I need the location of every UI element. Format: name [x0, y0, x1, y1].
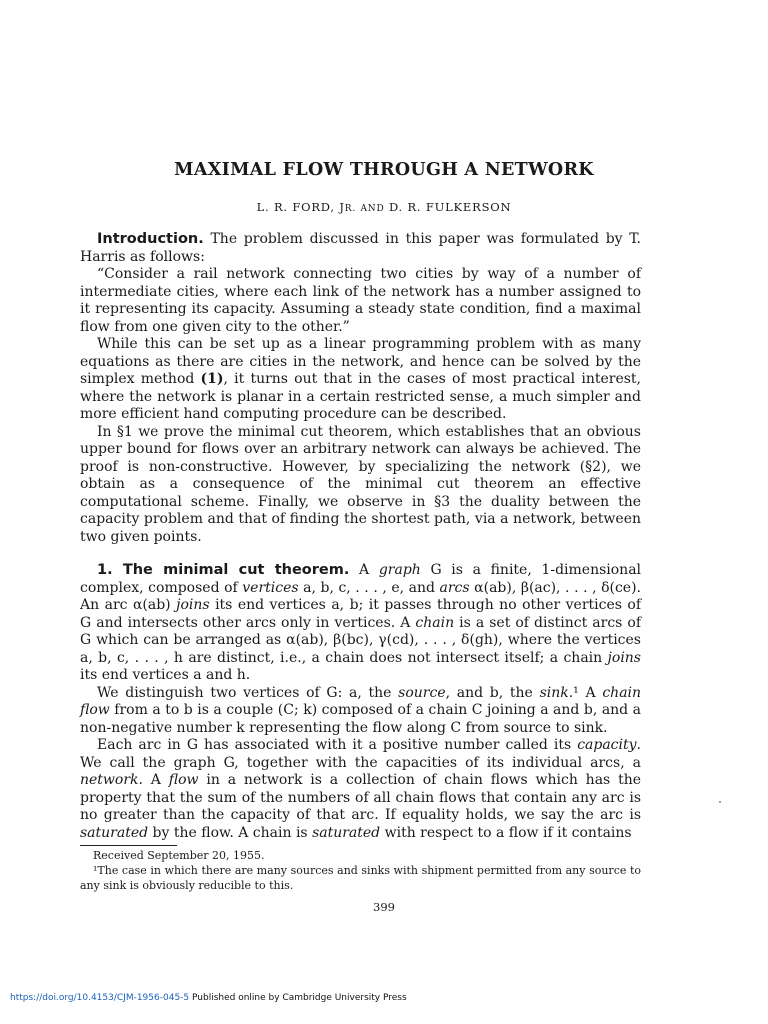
doi-footer [10, 993, 407, 1003]
page-number: 399 [373, 900, 395, 914]
author-line [0, 200, 768, 214]
section1-paragraph-3: Each arc in G has associated with it a positive number called its capacity. We call the graph G, together with the capacities of its individual arcs, a network. A flow in a network is a collection of chain flows which has the property that the sum of the numbers of all chain flows that contain any arc is no greater than the capacity of that arc. If equality holds, we say the arc is saturated by the flow. A chain is saturated with respect to a flow if it contains [80, 737, 642, 841]
footnotes [80, 848, 641, 893]
author-conjunction: AND [360, 204, 385, 214]
body-text [80, 231, 641, 842]
doi-link[interactable]: https://doi.org/10.4153/CJM-1956-045-5 [10, 993, 190, 1003]
reference-1: (1) [200, 371, 224, 387]
author-1-suffix: R. [344, 204, 356, 214]
footnote-1: ¹The case in which there are many sources and sinks with shipment permitted from any source to any sink is obviously reducible to this. [80, 864, 641, 892]
intro-text-1: The problem discussed in this paper was formulated by T. Harris as follows: [80, 231, 642, 265]
harris-quote: “Consider a rail network connecting two cities by way of a number of intermediate cities, where each link of the network has a number assigned to it representing its capacity. Assuming a steady state condition, find a maximal flow from one given city to the other.” [80, 266, 641, 335]
author-1: L. R. FORD, J [256, 200, 345, 214]
intro-paragraph-3: In §1 we prove the minimal cut theorem, which establishes that an obvious upper bound for flows over an arbitrary network can always be achieved. The proof is non-constructive. However, by specializing the network (§2), we obtain as a consequence of the minimal cut theorem an effective computational scheme. Finally, we observe in §3 the duality between the capacity problem and that of finding the shortest path, via a network, between two given points. [80, 423, 641, 545]
intro-paragraph-2: While this can be set up as a linear programming problem with as many equations as there are cities in the network, and hence can be solved by the simplex method (1), it turns out that in the cases of most practical interest, where the network is planar in a certain restricted sense, a much simpler and more efficient hand computing procedure can be described. [80, 336, 641, 422]
section1-heading: 1. The minimal cut theorem. [97, 562, 350, 578]
footnote-rule [80, 845, 177, 846]
paper-title: MAXIMAL FLOW THROUGH A NETWORK [174, 160, 594, 180]
received-date: Received September 20, 1955. [93, 849, 265, 862]
author-2: D. R. FULKERSON [388, 200, 512, 214]
section1-paragraph-1: 1. The minimal cut theorem. A graph G is a finite, 1-dimensional complex, composed of vertices a, b, c, . . . , e, and arcs α(ab), β(ac), . . . , δ(ce). An arc α(ab) joins its end vertices a, b; it passes through no other vertices of G and intersects other arcs only in vertices. A chain is a set of distinct arcs of G which can be arranged as α(ab), β(bc), γ(cd), . . . , δ(gh), where the vertices a, b, c, . . . , h are distinct, i.e., a chain does not intersect itself; a chain joins its end vertices a and h. [80, 562, 642, 683]
section1-paragraph-2: We distinguish two vertices of G: a, the source, and b, the sink.¹ A chain flow from a to b is a couple (C; k) composed of a chain C joining a and b, and a non-negative number k representing the flow along C from source to sink. [80, 684, 642, 736]
publisher-note: Published online by Cambridge University Press [192, 993, 407, 1003]
intro-heading: Introduction. [97, 231, 204, 247]
intro-paragraph-1 [80, 231, 641, 266]
scan-speck [719, 801, 721, 803]
